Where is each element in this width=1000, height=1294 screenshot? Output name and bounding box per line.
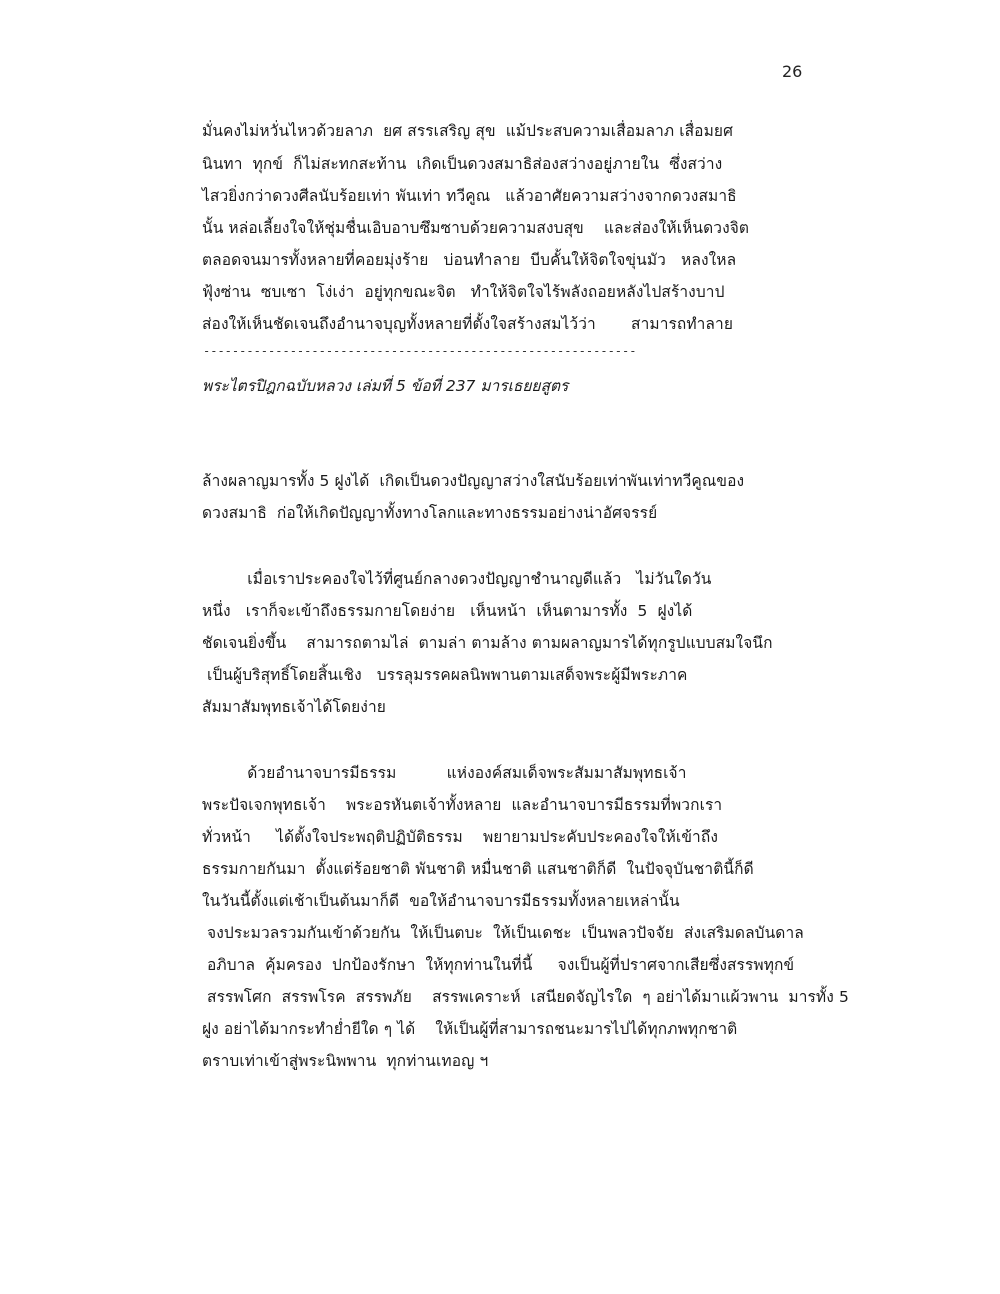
text-line: พระปัจเจกพุทธเจ้า พระอรหันตเจ้าทั้งหลาย และอำนาจบารมีธรรมที่พวกเรา [202,796,723,814]
text-line: เมื่อเราประคองใจไว้ที่ศูนย์กลางดวงปัญญาชำนาญดีแล้ว ไม่วันใดวัน [202,570,712,588]
text-line: สรรพโศก สรรพโรค สรรพภัย สรรพเคราะห์ เสนียดจัญไรใด ๆ อย่าได้มาแผ้วพาน มารทั้ง 5 [202,988,849,1006]
footnote-separator: ------------------------------------------------------------ [203,344,637,358]
text-line: มั่นคงไม่หวั่นไหวด้วยลาภ ยศ สรรเสริญ สุข แม้ประสบความเสื่อมลาภ เสื่อมยศ [202,122,734,140]
text-line: ตลอดจนมารทั้งหลายที่คอยมุ่งร้าย บ่อนทำลาย บีบคั้นให้จิตใจขุ่นมัว หลงใหล [202,251,737,269]
text-line: ไสวยิ่งกว่าดวงศีลนับร้อยเท่า พันเท่า ทวีคูณ แล้วอาศัยความสว่างจากดวงสมาธิ [202,187,737,205]
text-line: สัมมาสัมพุทธเจ้าได้โดยง่าย [202,698,386,716]
text-line: ฟุ้งซ่าน ซบเซา โง่เง่า อยู่ทุกขณะจิต ทำให้จิตใจไร้พลังถอยหลังไปสร้างบาป [202,283,725,301]
text-line: นั้น หล่อเลี้ยงใจให้ชุ่มชื่นเอิบอาบซึมซาบด้วยความสงบสุข และส่องให้เห็นดวงจิต [202,219,750,237]
text-line: ล้างผลาญมารทั้ง 5 ฝูงได้ เกิดเป็นดวงปัญญาสว่างใสนับร้อยเท่าพันเท่าทวีคูณของ [202,472,745,490]
text-line: ดวงสมาธิ ก่อให้เกิดปัญญาทั้งทางโลกและทางธรรมอย่างน่าอัศจรรย์ [202,504,658,522]
text-line: ฝูง อย่าได้มากระทำย่ำยีใด ๆ ได้ ให้เป็นผู้ที่สามารถชนะมารไปได้ทุกภพทุกชาติ [202,1020,738,1038]
text-line: หนึ่ง เราก็จะเข้าถึงธรรมกายโดยง่าย เห็นหน้า เห็นตามารทั้ง 5 ฝูงได้ [202,602,693,620]
text-line: จงประมวลรวมกันเข้าด้วยกัน ให้เป็นตบะ ให้เป็นเดชะ เป็นพลวปัจจัย ส่งเสริมดลบันดาล [202,924,804,942]
text-line: อภิบาล คุ้มครอง ปกป้องรักษา ให้ทุกท่านในที่นี้ จงเป็นผู้ที่ปราศจากเสียซึ่งสรรพทุกข์ [202,956,795,974]
text-line: ตราบเท่าเข้าสู่พระนิพพาน ทุกท่านเทอญ ฯ [202,1052,489,1070]
text-line: เป็นผู้บริสุทธิ์โดยสิ้นเชิง บรรลุมรรคผลนิพพานตามเสด็จพระผู้มีพระภาค [202,666,688,684]
text-line: ส่องให้เห็นชัดเจนถึงอำนาจบุญทั้งหลายที่ตั้งใจสร้างสมไว้ว่า สามารถทำลาย [202,315,734,333]
footnote-text: พระไตรปิฎกฉบับหลวง เล่มที่ 5 ข้อที่ 237 มารเธยยสูตร [202,377,569,395]
text-line: ธรรมกายกันมา ตั้งแต่ร้อยชาติ พันชาติ หมื่นชาติ แสนชาติก็ดี ในปัจจุบันชาตินี้ก็ดี [202,860,754,878]
text-line: ในวันนี้ตั้งแต่เช้าเป็นต้นมาก็ดี ขอให้อำนาจบารมีธรรมทั้งหลายเหล่านั้น [202,892,680,910]
text-line: ทั่วหน้า ได้ตั้งใจประพฤติปฏิบัติธรรม พยายามประคับประคองใจให้เข้าถึง [202,828,718,846]
page-number: 26 [782,62,803,81]
text-line: ด้วยอำนาจบารมีธรรม แห่งองค์สมเด็จพระสัมมาสัมพุทธเจ้า [202,764,687,782]
text-line: ชัดเจนยิ่งขึ้น สามารถตามไล่ ตามล่า ตามล้าง ตามผลาญมารได้ทุกรูปแบบสมใจนึก [202,634,773,652]
text-line: นินทา ทุกข์ ก็ไม่สะทกสะท้าน เกิดเป็นดวงสมาธิส่องสว่างอยู่ภายใน ซึ่งสว่าง [202,155,723,173]
